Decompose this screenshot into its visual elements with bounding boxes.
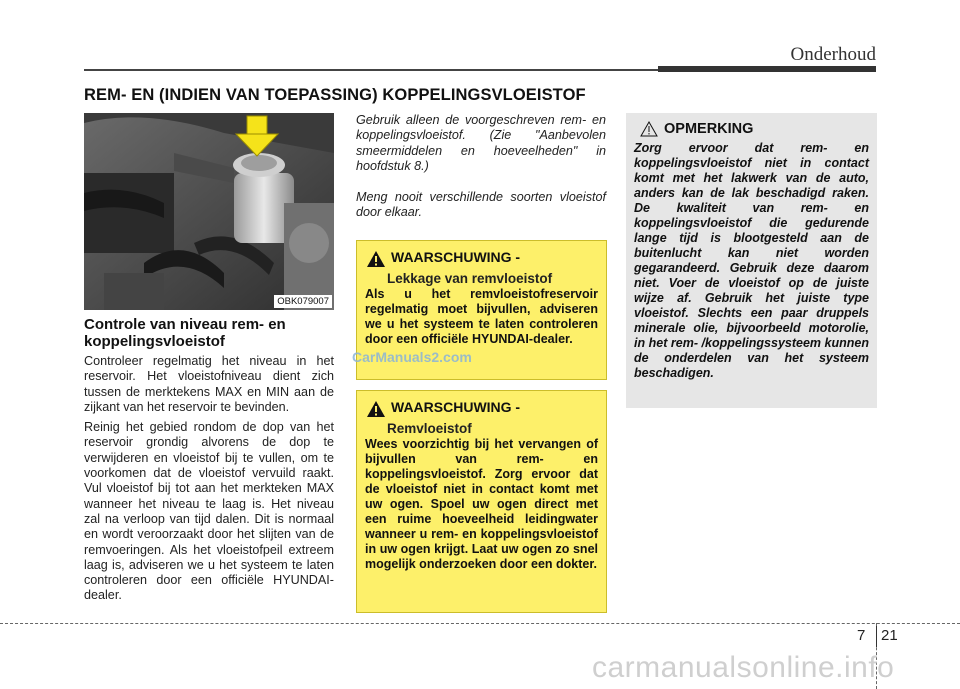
warning-body: Als u het remvloeistofreservoir regelmatig moet bijvullen, adviseren we u het systeem te laten controleren door een officiële HYUNDAI-dealer. (365, 287, 598, 346)
warning-box-brake-fluid (356, 390, 607, 613)
page-number: 21 (881, 627, 898, 644)
warning-title: WAARSCHUWING - (391, 399, 521, 415)
warning-subtitle: Lekkage van remvloeistof (387, 271, 553, 286)
engine-bay-illustration (84, 113, 334, 310)
warning-title: WAARSCHUWING - (391, 249, 521, 265)
paragraph: Reinig het gebied rondom de dop van het reservoir grondig alvorens de dop te verwijderen en vloeistof bij te vullen, om te voorkomen dat de vloeistof vervuild raakt. Vul vloeistof bij tot aan het merkteken MAX wanneer het niveau te laag is. Het niveau zal na verloop van tijd dalen. Dit is normaal en wordt veroorzaakt door het slijten van de remvoeringen. Als het vloeistofpeil extreem laag is, adviseren we u het systeem te laten controleren door een officiële HYUNDAI-dealer. (84, 420, 334, 603)
note-box (626, 113, 877, 408)
note-title: OPMERKING (664, 121, 754, 137)
figure-code: OBK079007 (274, 295, 332, 308)
section-name: Onderhoud (790, 44, 876, 65)
page-number-separator (876, 626, 877, 647)
page-title: REM- EN (INDIEN VAN TOEPASSING) KOPPELINGSVLOEISTOF (84, 86, 586, 104)
middle-column-text (356, 113, 606, 237)
note-body: Zorg ervoor dat rem- en koppelingsvloeistof niet in contact komt met het lakwerk van de auto, anders kan de lak beschadigd raken. De kwaliteit van rem- en koppelingsvloeistof die gedurende lange tijd is blootgesteld aan de buitenlucht kan niet worden gegarandeerd. Gebruik deze daarom niet. Voer de vloeistof op de juiste wijze af. Gebruik het juiste type vloeistof. Slechts een paar druppels minerale olie, bijvoorbeeld motorolie, in het rem- /koppelingssysteem kunnen de onderdelen van het systeem beschadigen. (634, 141, 869, 380)
paragraph: Meng nooit verschillende soorten vloeistof door elkaar. (356, 190, 606, 220)
warning-triangle-icon (365, 400, 387, 418)
site-footer-link[interactable]: carmanualsonline.info (592, 651, 895, 684)
warning-body: Wees voorzichtig bij het vervangen of bijvullen van rem- en koppelingsvloeistof. Zorg ervoor dat de vloeistof niet in contact komt met uw ogen. Spoel uw ogen direct met een ruime hoeveelheid leidingwater wanneer u rem- en koppelingsvloeistof in uw ogen krijgt. Laat uw ogen zo snel mogelijk onderzoeken door een dokter. (365, 437, 598, 571)
warning-triangle-icon (365, 250, 387, 268)
header-bar (658, 66, 876, 72)
chapter-number: 7 (857, 627, 866, 644)
engine-bay-photo (84, 113, 334, 310)
paragraph: Controleer regelmatig het niveau in het reservoir. Het vloeistofniveau dient zich tussen de merktekens MAX en MIN aan de zijkant van het reservoir te bevinden. (84, 354, 334, 414)
header-rule (84, 69, 658, 71)
footer-rule (0, 623, 960, 624)
watermark: CarManuals2.com (352, 349, 472, 365)
section-heading: Controle van niveau rem- en koppelingsvloeistof (84, 316, 286, 350)
caution-triangle-icon (638, 121, 660, 137)
warning-subtitle: Remvloeistof (387, 421, 472, 436)
left-column-body (84, 354, 334, 609)
paragraph: Gebruik alleen de voorgeschreven rem- en koppelingsvloeistof. (Zie "Aanbevolen smeermiddelen en hoeveelheden" in hoofdstuk 8.) (356, 113, 606, 173)
